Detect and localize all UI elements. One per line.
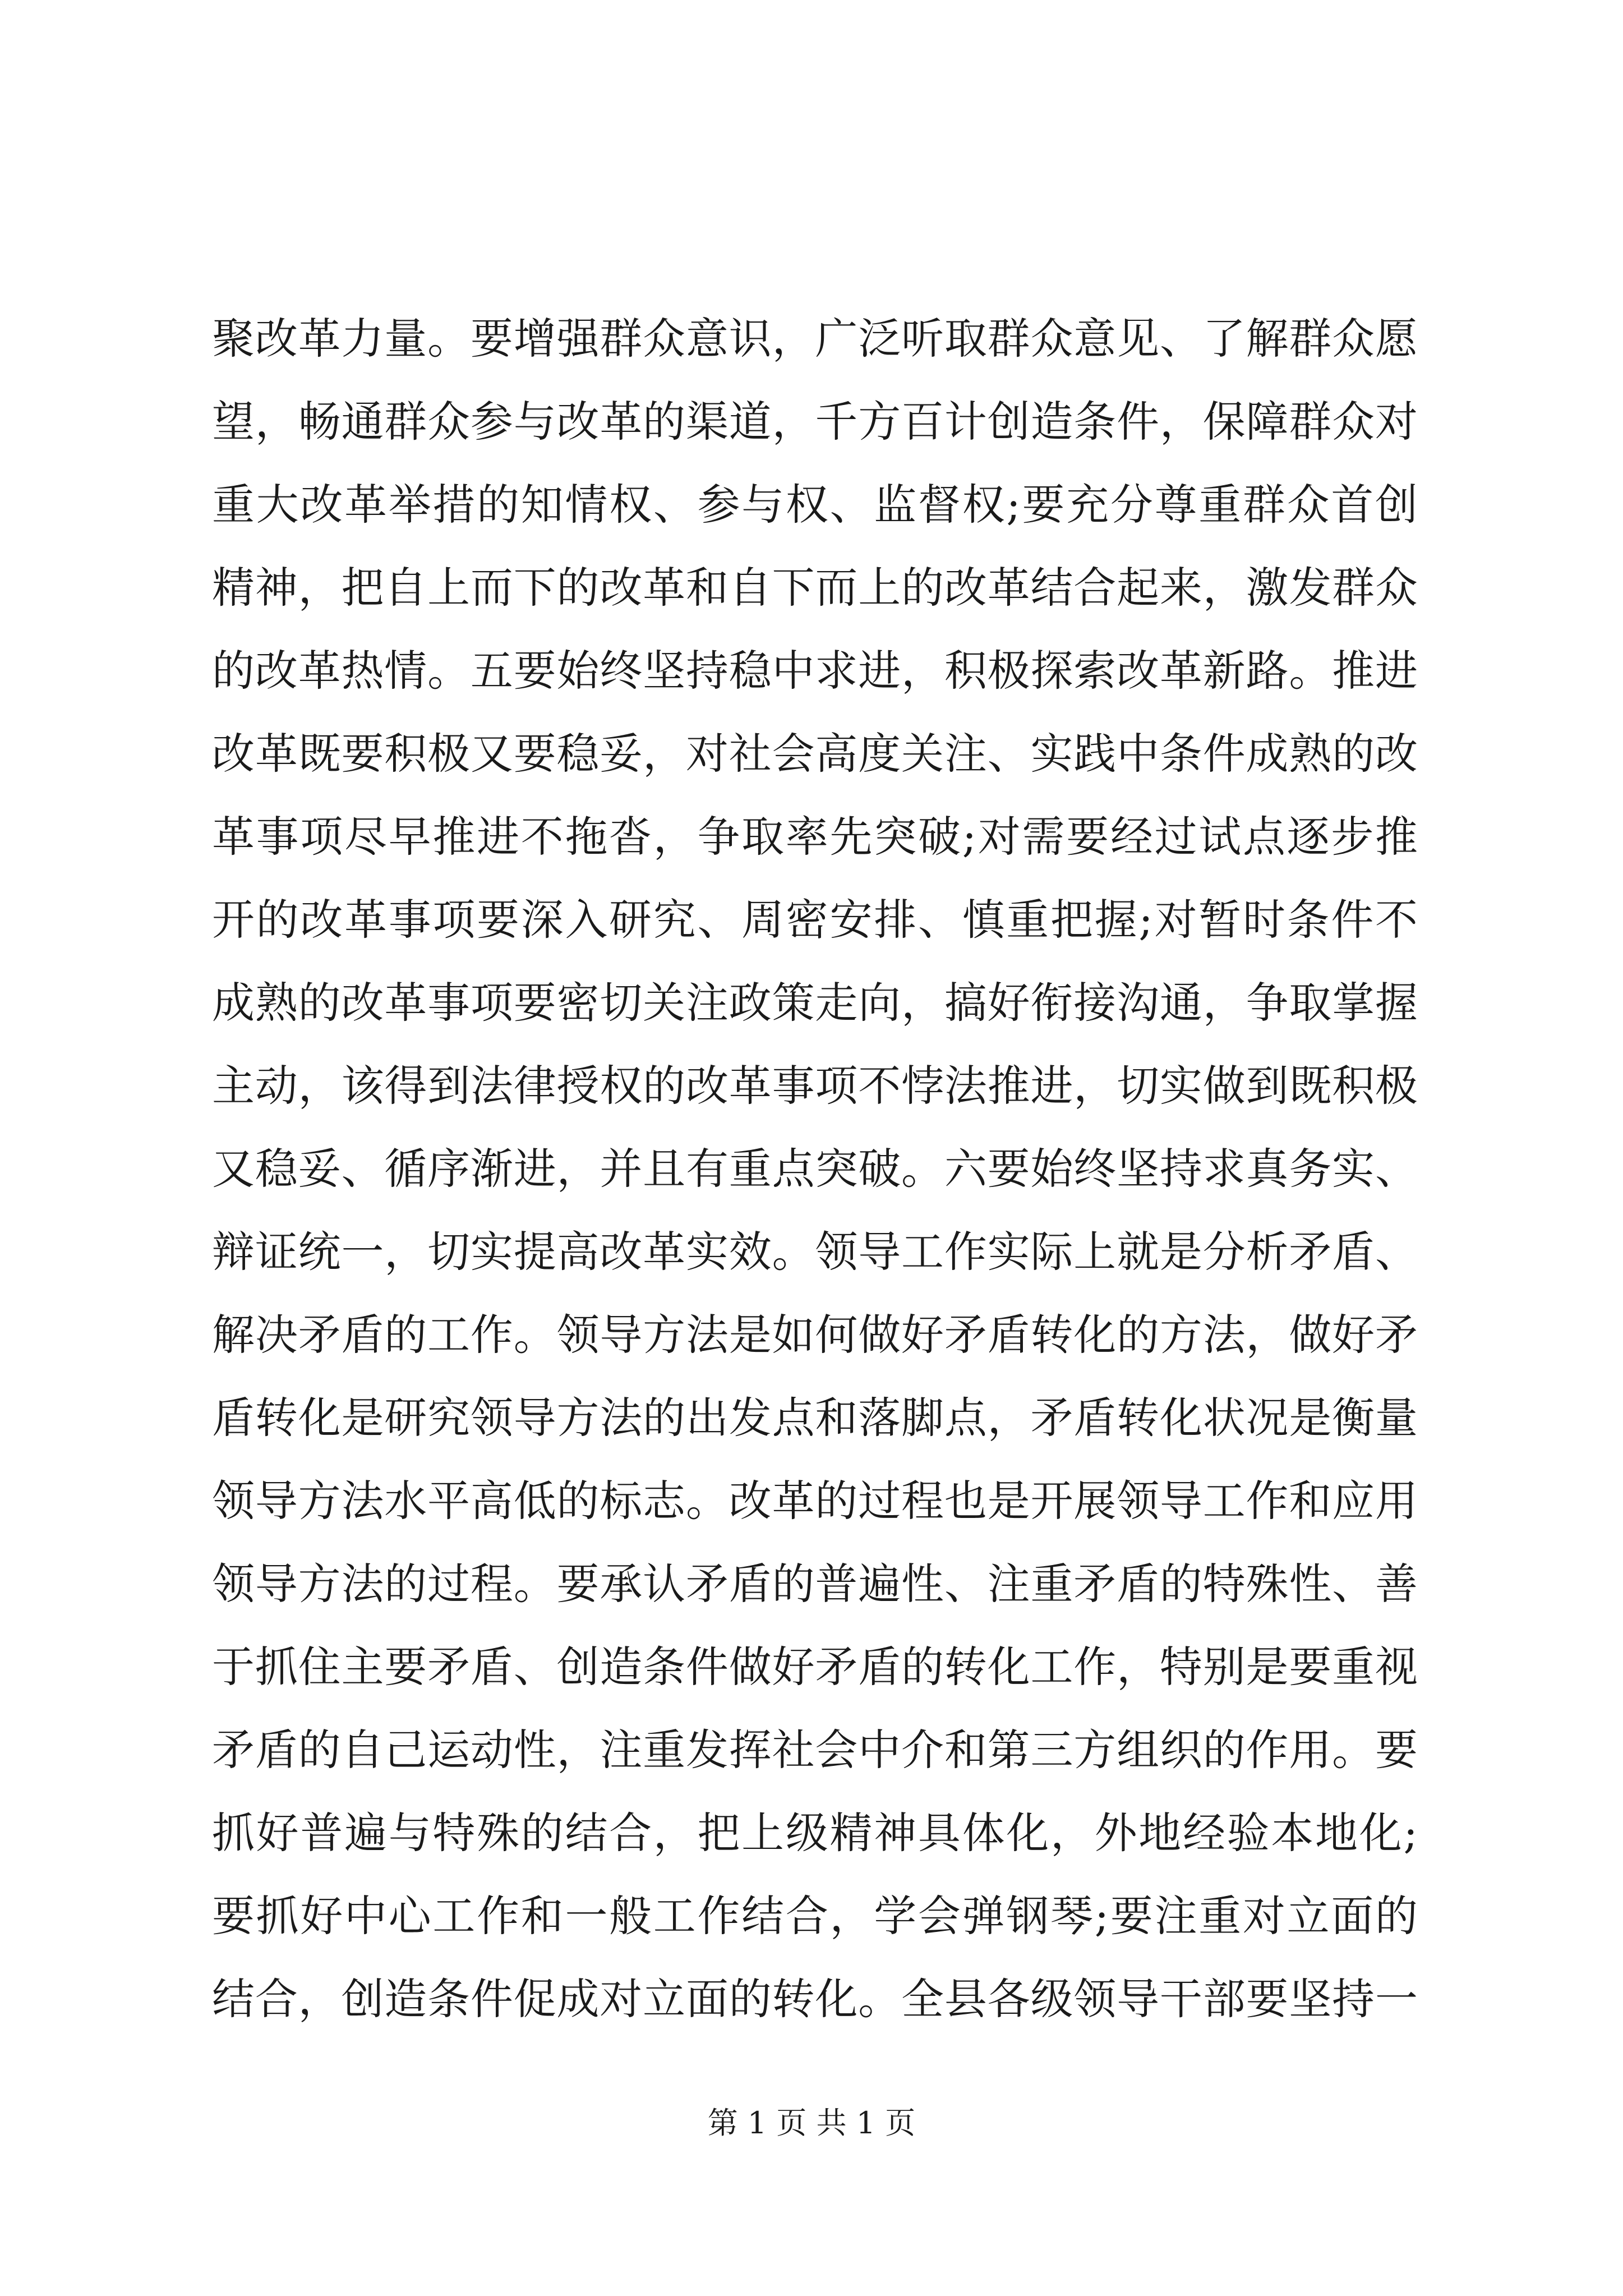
text-line: 主动，该得到法律授权的改革事项不悖法推进，切实做到既积极 — [212, 1061, 1418, 1111]
text-line: 聚改革力量。要增强群众意识，广泛听取群众意见、了解群众愿 — [212, 314, 1418, 364]
text-line: 于抓住主要矛盾、创造条件做好矛盾的转化工作，特别是要重视 — [212, 1642, 1418, 1692]
text-line: 望，畅通群众参与改革的渠道，千方百计创造条件，保障群众对 — [212, 397, 1418, 447]
text-line: 改革既要积极又要稳妥，对社会高度关注、实践中条件成熟的改 — [212, 729, 1418, 779]
page-footer: 第 1 页 共 1 页 — [707, 2105, 916, 2141]
text-line: 抓好普遍与特殊的结合，把上级精神具体化，外地经验本地化; — [212, 1808, 1418, 1858]
text-line: 开的改革事项要深入研究、周密安排、慎重把握;对暂时条件不 — [212, 895, 1418, 945]
text-line: 领导方法水平高低的标志。改革的过程也是开展领导工作和应用 — [212, 1476, 1418, 1526]
text-line: 结合，创造条件促成对立面的转化。全县各级领导干部要坚持一 — [212, 1974, 1418, 2024]
text-line: 成熟的改革事项要密切关注政策走向，搞好衔接沟通，争取掌握 — [212, 978, 1418, 1028]
text-line: 精神，把自上而下的改革和自下而上的改革结合起来，激发群众 — [212, 563, 1418, 613]
text-line: 革事项尽早推进不拖沓，争取率先突破;对需要经过试点逐步推 — [212, 812, 1418, 862]
text-line: 解决矛盾的工作。领导方法是如何做好矛盾转化的方法，做好矛 — [212, 1310, 1418, 1360]
text-line: 盾转化是研究领导方法的出发点和落脚点，矛盾转化状况是衡量 — [212, 1393, 1418, 1443]
text-line: 领导方法的过程。要承认矛盾的普遍性、注重矛盾的特殊性、善 — [212, 1559, 1418, 1609]
text-line: 重大改革举措的知情权、参与权、监督权;要充分尊重群众首创 — [212, 480, 1418, 530]
text-line: 矛盾的自己运动性，注重发挥社会中介和第三方组织的作用。要 — [212, 1725, 1418, 1775]
text-line: 辩证统一，切实提高改革实效。领导工作实际上就是分析矛盾、 — [212, 1227, 1418, 1277]
text-line: 的改革热情。五要始终坚持稳中求进，积极探索改革新路。推进 — [212, 646, 1418, 696]
text-line: 要抓好中心工作和一般工作结合，学会弹钢琴;要注重对立面的 — [212, 1891, 1418, 1941]
text-line: 又稳妥、循序渐进，并且有重点突破。六要始终坚持求真务实、 — [212, 1144, 1418, 1194]
document-body — [212, 297, 1418, 2041]
